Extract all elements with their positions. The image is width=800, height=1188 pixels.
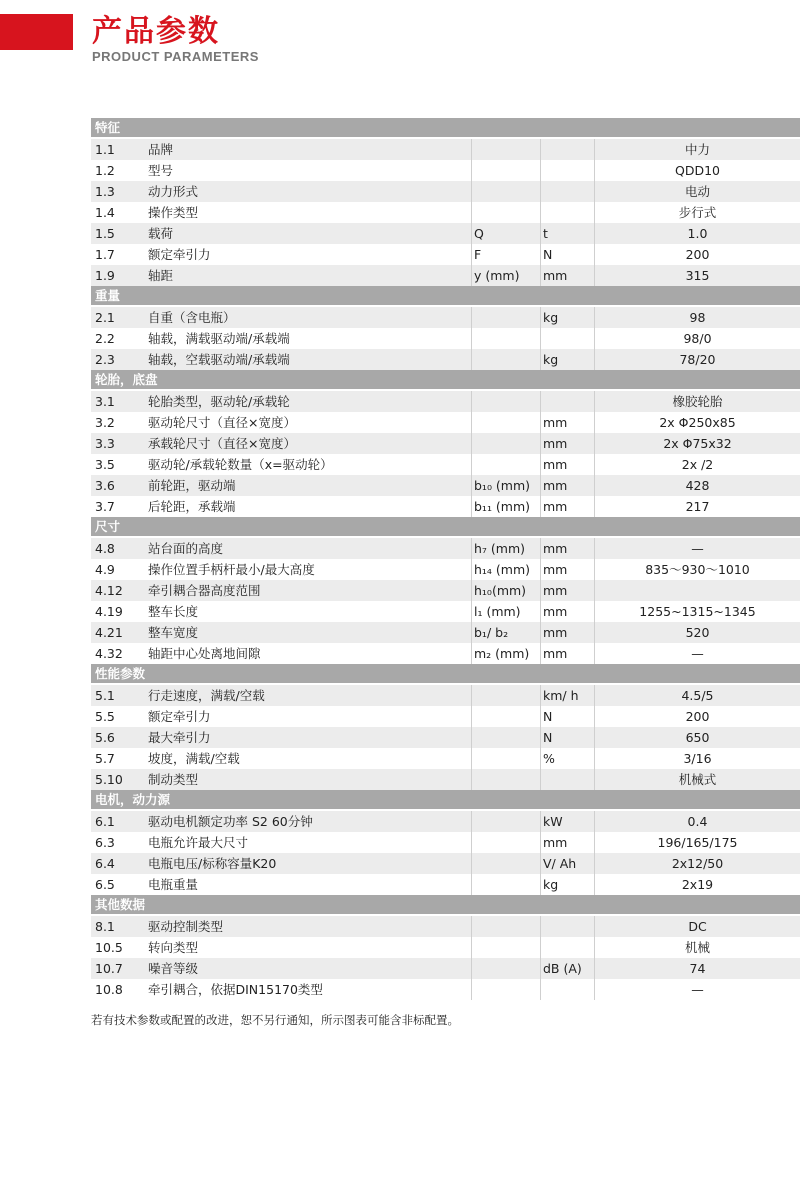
- row-description: 坡度，满载/空载: [144, 748, 472, 769]
- row-unit: N: [541, 244, 595, 265]
- row-description: 轴载，空载驱动端/承载端: [144, 349, 472, 370]
- row-value: 中力: [595, 139, 800, 160]
- row-unit: mm: [541, 622, 595, 643]
- row-number: 3.5: [95, 457, 115, 472]
- row-unit: [541, 916, 595, 937]
- row-number: 1.5: [91, 223, 144, 244]
- row-value: 217: [685, 499, 710, 514]
- row-unit: mm: [541, 559, 595, 580]
- row-description: 驱动电机额定功率 S2 60分钟: [144, 811, 472, 832]
- row-number: 3.1: [91, 391, 144, 412]
- row-symbol: h₁₀(mm): [472, 580, 541, 601]
- row-description: 型号: [144, 160, 472, 181]
- table-row: [91, 454, 800, 475]
- row-description: 制动类型: [144, 769, 472, 790]
- row-number: 2.1: [91, 307, 144, 328]
- row-description: 前轮距，驱动端: [144, 475, 472, 496]
- row-value: 橡胶轮胎: [595, 391, 800, 412]
- table-row: [91, 769, 800, 790]
- row-description: 额定牵引力: [144, 244, 472, 265]
- row-value: 机械: [684, 940, 710, 955]
- row-unit: [541, 160, 595, 181]
- table-row: [91, 160, 800, 181]
- row-value: 0.4: [595, 811, 800, 832]
- row-symbol: [472, 706, 541, 727]
- row-symbol: [472, 958, 541, 979]
- row-description: 牵引耦合，依据DIN15170类型: [144, 979, 472, 1000]
- table-row: [91, 937, 800, 958]
- row-description: 驱动控制类型: [144, 916, 472, 937]
- row-description: 操作位置手柄杆最小/最大高度: [144, 559, 472, 580]
- table-row: [91, 874, 800, 895]
- row-symbol: [472, 874, 541, 895]
- table-row: [91, 412, 800, 433]
- table-row: [91, 223, 800, 244]
- row-number: 6.4: [91, 853, 144, 874]
- row-description: 整车长度: [144, 601, 472, 622]
- row-unit: kg: [541, 349, 595, 370]
- spec-table: [91, 118, 800, 1000]
- table-row: [91, 202, 800, 223]
- row-unit: N: [541, 706, 595, 727]
- table-row: [91, 685, 800, 706]
- row-value: —: [691, 982, 704, 997]
- row-symbol: [472, 328, 541, 349]
- row-value: 步行式: [678, 205, 717, 220]
- row-description: 轴距中心处离地间隙: [144, 643, 472, 664]
- row-number: 8.1: [91, 916, 144, 937]
- row-value: 98: [595, 307, 800, 328]
- row-description: 轮胎类型，驱动轮/承载轮: [144, 391, 472, 412]
- row-unit: V/ Ah: [541, 853, 595, 874]
- row-number: 1.1: [91, 139, 144, 160]
- row-description: 最大牵引力: [144, 727, 472, 748]
- row-symbol: [472, 181, 541, 202]
- table-row: [91, 349, 800, 370]
- row-unit: [541, 391, 595, 412]
- row-description: 承载轮尺寸（直径×宽度）: [144, 433, 472, 454]
- row-symbol: [472, 160, 541, 181]
- row-description: 整车宽度: [144, 622, 472, 643]
- row-unit: [541, 979, 595, 1000]
- section-header: 重量: [91, 286, 800, 305]
- row-number: 3.3: [91, 433, 144, 454]
- row-unit: t: [541, 223, 595, 244]
- row-symbol: [472, 454, 541, 475]
- row-number: 1.3: [91, 181, 144, 202]
- row-number: 5.5: [95, 709, 115, 724]
- row-unit: [541, 937, 595, 958]
- row-value: 1255~1315~1345: [639, 604, 756, 619]
- row-symbol: [472, 349, 541, 370]
- row-symbol: [472, 727, 541, 748]
- row-description: 驱动轮尺寸（直径×宽度）: [144, 412, 472, 433]
- table-row: [91, 748, 800, 769]
- row-symbol: F: [472, 244, 541, 265]
- row-unit: kg: [541, 874, 595, 895]
- row-unit: dB (A): [541, 958, 595, 979]
- row-description: 电瓶允许最大尺寸: [144, 832, 472, 853]
- row-number: 1.7: [95, 247, 115, 262]
- page-subtitle: PRODUCT PARAMETERS: [92, 49, 259, 64]
- row-description: 操作类型: [144, 202, 472, 223]
- row-number: 10.5: [95, 940, 123, 955]
- row-number: 5.6: [91, 727, 144, 748]
- row-value: 2x /2: [681, 457, 714, 472]
- table-row: [91, 853, 800, 874]
- row-number: 10.7: [91, 958, 144, 979]
- row-description: 轴载，满载驱动端/承载端: [144, 328, 472, 349]
- row-symbol: [472, 307, 541, 328]
- row-value: 200: [685, 709, 710, 724]
- table-row: [91, 727, 800, 748]
- row-symbol: [472, 139, 541, 160]
- row-symbol: [472, 811, 541, 832]
- row-number: 6.3: [95, 835, 115, 850]
- table-row: [91, 706, 800, 727]
- row-unit: [541, 181, 595, 202]
- row-value: 2x Φ75x32: [595, 433, 800, 454]
- row-number: 4.8: [91, 538, 144, 559]
- row-value: 835～930～1010: [645, 562, 750, 577]
- row-value: 78/20: [595, 349, 800, 370]
- section-header: 性能参数: [91, 664, 800, 683]
- row-number: 2.3: [91, 349, 144, 370]
- row-value: 1.0: [595, 223, 800, 244]
- table-row: [91, 559, 800, 580]
- row-symbol: h₇ (mm): [472, 538, 541, 559]
- row-number: 5.7: [95, 751, 115, 766]
- row-number: 4.12: [91, 580, 144, 601]
- row-value: —: [595, 538, 800, 559]
- page-title: 产品参数: [92, 14, 220, 49]
- row-value: 74: [595, 958, 800, 979]
- row-value: 650: [595, 727, 800, 748]
- row-value: 315: [595, 265, 800, 286]
- row-description: 噪音等级: [144, 958, 472, 979]
- row-value: 428: [595, 475, 800, 496]
- row-symbol: [472, 832, 541, 853]
- row-unit: mm: [541, 412, 595, 433]
- row-symbol: b₁₀ (mm): [472, 475, 541, 496]
- row-value: 2x19: [681, 877, 714, 892]
- table-row: [91, 832, 800, 853]
- row-unit: mm: [541, 580, 595, 601]
- row-description: 轴距: [144, 265, 472, 286]
- header-accent-bar: [0, 14, 73, 50]
- row-value: 2x Φ250x85: [659, 415, 736, 430]
- row-description: 额定牵引力: [144, 706, 472, 727]
- row-number: 3.7: [95, 499, 115, 514]
- row-unit: mm: [541, 496, 595, 517]
- row-description: 品牌: [144, 139, 472, 160]
- row-value: —: [691, 646, 704, 661]
- row-number: 4.19: [95, 604, 123, 619]
- row-description: 站台面的高度: [144, 538, 472, 559]
- row-unit: %: [541, 748, 595, 769]
- row-unit: mm: [541, 601, 595, 622]
- row-number: 3.6: [91, 475, 144, 496]
- row-value: 3/16: [683, 751, 712, 766]
- row-unit: [541, 328, 595, 349]
- table-row: [91, 181, 800, 202]
- row-number: 6.5: [95, 877, 115, 892]
- row-unit: mm: [541, 265, 595, 286]
- row-value: 电动: [595, 181, 800, 202]
- row-value: 520: [595, 622, 800, 643]
- row-value: 200: [685, 247, 710, 262]
- table-row: [91, 811, 800, 832]
- table-row: [91, 496, 800, 517]
- row-unit: mm: [541, 538, 595, 559]
- table-row: [91, 328, 800, 349]
- table-row: [91, 475, 800, 496]
- row-symbol: [472, 685, 541, 706]
- row-symbol: Q: [472, 223, 541, 244]
- row-number: 4.9: [95, 562, 115, 577]
- row-symbol: [472, 937, 541, 958]
- table-row: [91, 643, 800, 664]
- row-value: QDD10: [675, 163, 720, 178]
- row-symbol: h₁₄ (mm): [472, 559, 541, 580]
- row-unit: mm: [541, 832, 595, 853]
- row-number: 4.32: [95, 646, 123, 661]
- row-description: 电瓶电压/标称容量K20: [144, 853, 472, 874]
- row-symbol: m₂ (mm): [472, 643, 541, 664]
- table-row: [91, 580, 800, 601]
- row-description: 电瓶重量: [144, 874, 472, 895]
- row-symbol: b₁/ b₂: [472, 622, 541, 643]
- row-description: 转向类型: [144, 937, 472, 958]
- row-symbol: b₁₁ (mm): [472, 496, 541, 517]
- row-unit: N: [541, 727, 595, 748]
- row-unit: kW: [541, 811, 595, 832]
- row-unit: kg: [541, 307, 595, 328]
- row-description: 自重（含电瓶）: [144, 307, 472, 328]
- row-number: 1.2: [95, 163, 115, 178]
- row-unit: [541, 202, 595, 223]
- row-unit: mm: [541, 643, 595, 664]
- row-symbol: y (mm): [472, 265, 541, 286]
- row-number: 2.2: [95, 331, 115, 346]
- row-symbol: [472, 391, 541, 412]
- row-number: 1.4: [95, 205, 115, 220]
- section-header: 轮胎，底盘: [91, 370, 800, 389]
- section-header: 特征: [91, 118, 800, 137]
- row-unit: mm: [541, 454, 595, 475]
- row-description: 动力形式: [144, 181, 472, 202]
- row-value: 机械式: [595, 769, 800, 790]
- row-unit: mm: [541, 475, 595, 496]
- row-unit: [541, 139, 595, 160]
- table-row: [91, 916, 800, 937]
- row-unit: km/ h: [541, 685, 595, 706]
- row-number: 5.1: [91, 685, 144, 706]
- footnote: 若有技术参数或配置的改进，恕不另行通知，所示图表可能含非标配置。: [91, 1013, 459, 1027]
- row-description: 载荷: [144, 223, 472, 244]
- row-value: DC: [595, 916, 800, 937]
- row-number: 6.1: [91, 811, 144, 832]
- table-row: [91, 433, 800, 454]
- row-symbol: [472, 748, 541, 769]
- row-symbol: [472, 916, 541, 937]
- row-number: 5.10: [91, 769, 144, 790]
- row-number: 10.8: [95, 982, 123, 997]
- row-symbol: [472, 853, 541, 874]
- table-row: [91, 601, 800, 622]
- table-row: [91, 307, 800, 328]
- row-number: 1.9: [91, 265, 144, 286]
- row-symbol: l₁ (mm): [472, 601, 541, 622]
- row-value: 4.5/5: [595, 685, 800, 706]
- row-unit: mm: [541, 433, 595, 454]
- row-value: 196/165/175: [657, 835, 738, 850]
- table-row: [91, 538, 800, 559]
- row-symbol: [472, 433, 541, 454]
- table-row: [91, 391, 800, 412]
- row-value: 98/0: [683, 331, 712, 346]
- table-row: [91, 622, 800, 643]
- row-description: 后轮距，承载端: [144, 496, 472, 517]
- section-header: 电机，动力源: [91, 790, 800, 809]
- table-row: [91, 958, 800, 979]
- row-symbol: [472, 979, 541, 1000]
- row-description: 驱动轮/承载轮数量（x=驱动轮）: [144, 454, 472, 475]
- row-value: 2x12/50: [595, 853, 800, 874]
- row-number: 4.21: [91, 622, 144, 643]
- row-description: 行走速度，满载/空载: [144, 685, 472, 706]
- row-number: 3.2: [95, 415, 115, 430]
- row-unit: [541, 769, 595, 790]
- row-symbol: [472, 202, 541, 223]
- table-row: [91, 265, 800, 286]
- table-row: [91, 244, 800, 265]
- table-row: [91, 979, 800, 1000]
- row-value: [595, 580, 800, 601]
- section-header: 其他数据: [91, 895, 800, 914]
- row-description: 牵引耦合器高度范围: [144, 580, 472, 601]
- section-header: 尺寸: [91, 517, 800, 536]
- table-row: [91, 139, 800, 160]
- row-symbol: [472, 412, 541, 433]
- row-symbol: [472, 769, 541, 790]
